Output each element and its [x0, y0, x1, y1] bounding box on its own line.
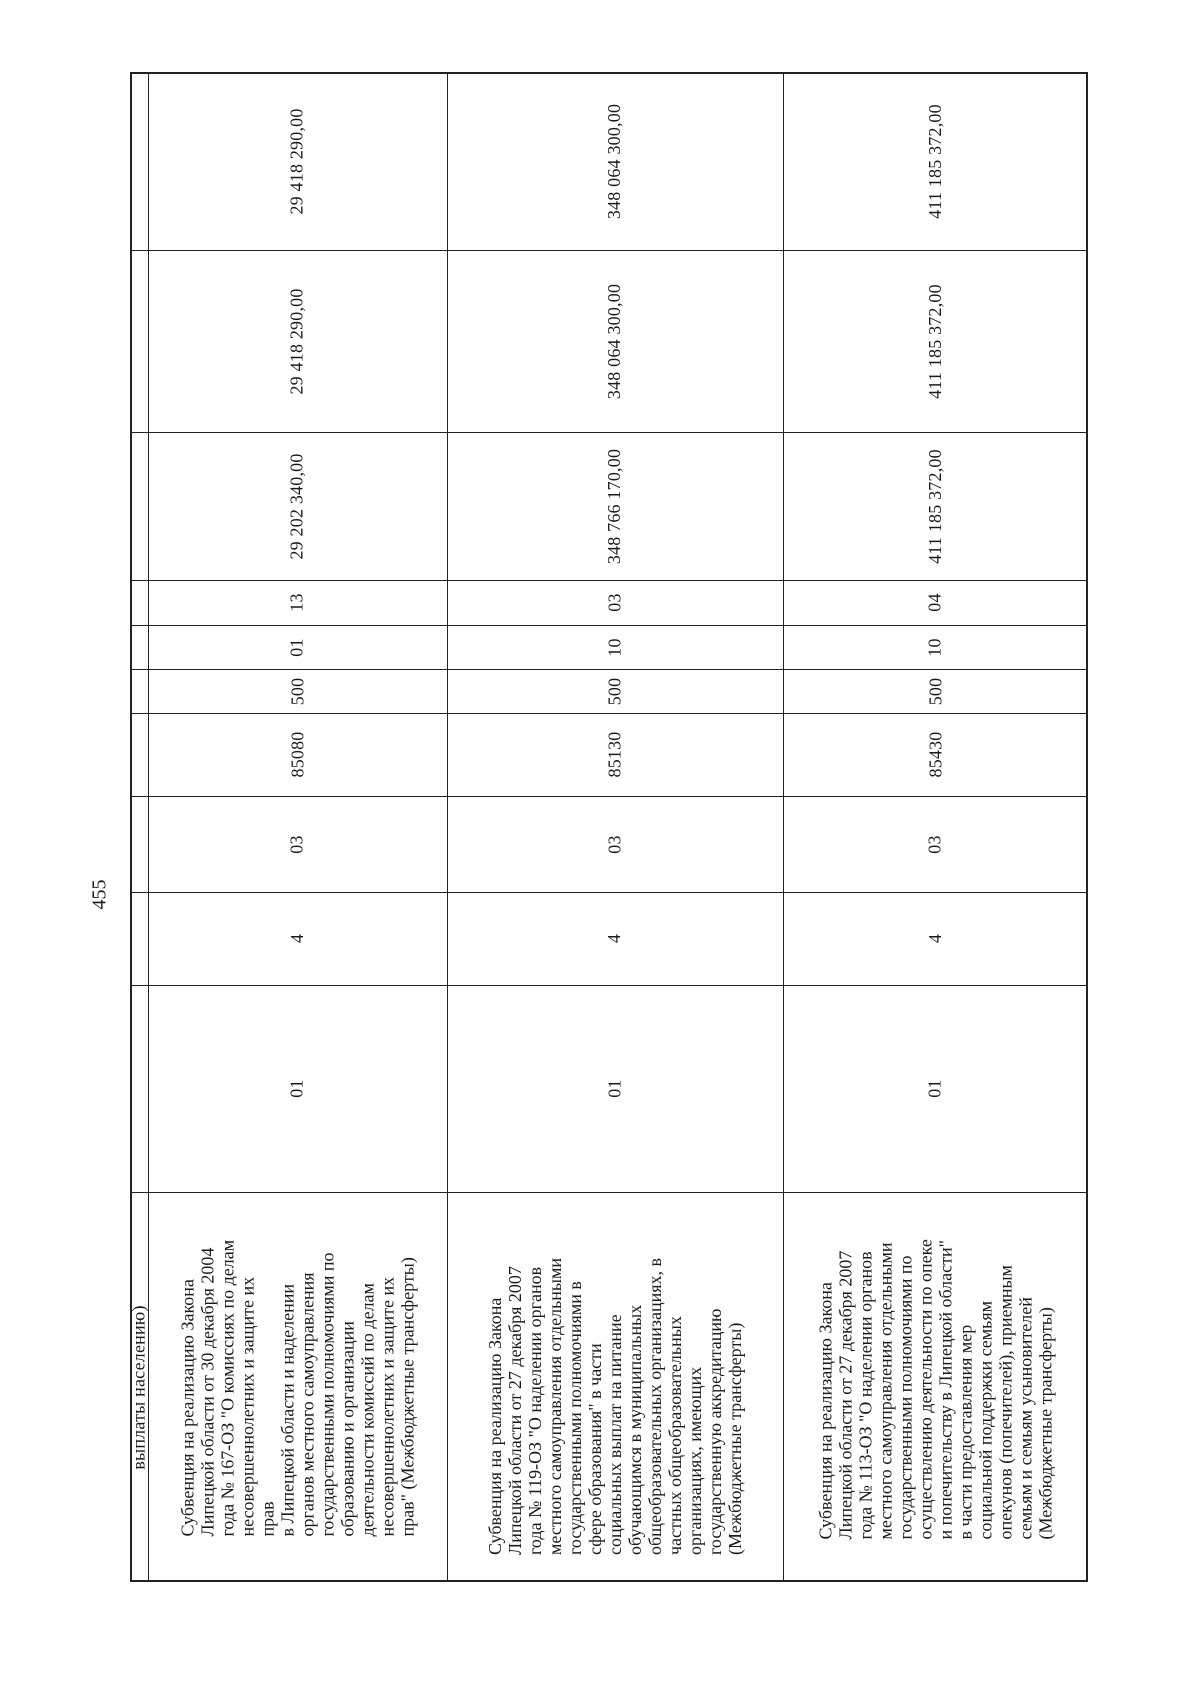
amount-cell: 348 064 300,00 — [604, 283, 625, 399]
code-cell: 4 — [286, 933, 307, 944]
code-cell: 85430 — [925, 731, 945, 778]
amount-value: 411 185 372,00 — [924, 103, 945, 219]
code-cell: 03 — [604, 593, 625, 612]
amount-value: 348 064 300,00 — [604, 103, 625, 219]
code-cell: 10 — [604, 637, 625, 657]
code-cell: 500 — [604, 677, 625, 705]
row-description: Субвенция на реализацию Закона Липецкой области от 30 декабря 2004 года № 167-ОЗ "О комиссиях по делам несовершеннолетних и защите их прав в Липецкой области и наделении органов местного самоуправления государственными полномочиями по образованию и организации деятельности комиссий по делам несовершеннолетних и защите их прав" (Межбюджетные трансферты) — [177, 1239, 418, 1537]
amount-cell — [447, 72, 783, 250]
amount-cell — [148, 72, 447, 250]
code-cell: 01 — [604, 1079, 625, 1098]
code-cell: 4 — [604, 933, 625, 944]
code-cell: 85130 — [604, 731, 625, 778]
amount-cell — [130, 72, 148, 250]
amount-cell: 411 185 372,00 — [924, 283, 945, 399]
row-description: Субвенция на реализацию Закона Липецкой области от 27 декабря 2007 года № 113-ОЗ "О наделении органов местного самоуправления отдельными государственными полномочиями по осуществлению деятельности по опеке и попечительству в Липецкой области" в части предоставления мер социальной поддержки семьям опекунов (попечителей), приемным семьям и семьям усыновителей (Межбюджетные трансферты) — [815, 1239, 1056, 1540]
code-cell: 04 — [925, 593, 945, 612]
code-cell: 03 — [287, 834, 307, 854]
row-description: Субвенция на реализацию Закона Липецкой области от 27 декабря 2007 года № 119-ОЗ "О наделении органов местного самоуправления отдельными государственными полномочиями в сфере образования" в части социальных выплат на питание обучающимся в муниципальных общеобразовательных организациях, в частных общеобразовательных организациях, имеющих государственную аккредитацию (Межбюджетные трансферты) — [485, 1257, 745, 1555]
code-cell: 500 — [924, 677, 945, 705]
header-cell: выплаты населению) — [128, 1304, 149, 1470]
code-cell: 85080 — [287, 731, 307, 778]
code-cell: 10 — [925, 637, 945, 657]
code-cell: 03 — [604, 834, 625, 854]
amount-value: 29 418 290,00 — [286, 107, 307, 215]
code-cell: 03 — [925, 834, 945, 854]
column-divider — [130, 580, 1088, 581]
amount-cell: 411 185 372,00 — [924, 448, 945, 564]
code-cell: 01 — [287, 1079, 307, 1098]
code-cell: 500 — [286, 677, 307, 705]
amount-cell: 348 766 170,00 — [604, 448, 625, 564]
code-cell: 13 — [287, 593, 307, 612]
code-cell: 01 — [925, 1079, 945, 1098]
amount-cell — [783, 72, 1088, 250]
page-number: 455 — [88, 879, 111, 909]
code-cell: 4 — [924, 933, 945, 944]
code-cell: 01 — [287, 637, 307, 657]
amount-cell: 29 202 340,00 — [286, 452, 307, 560]
amount-cell: 29 418 290,00 — [286, 287, 307, 395]
